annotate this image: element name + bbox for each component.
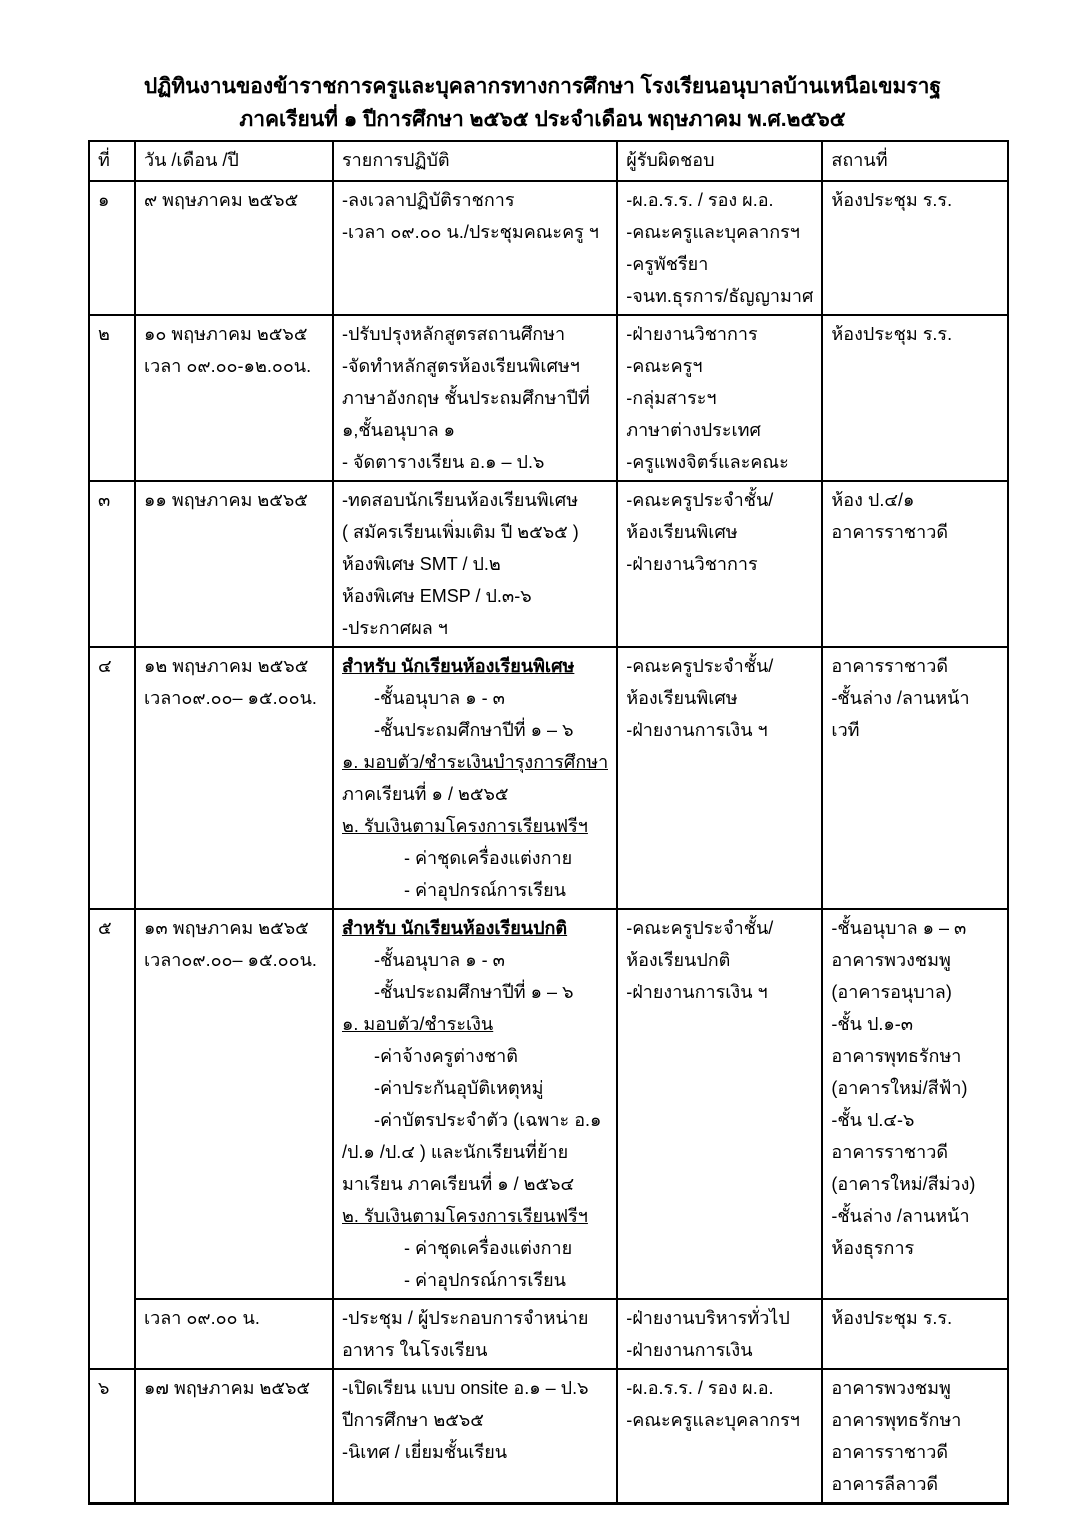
place-line: อาคารราชาวดี [831, 1442, 949, 1462]
responsible-cell [617, 481, 822, 647]
activity-line: -ชั้นประถมศึกษาปีที่ ๑ – ๖ [374, 982, 574, 1002]
date-line: เวลา ๐๙.๐๐ น. [144, 1308, 260, 1328]
activity-line: ภาษาอังกฤษ ชั้นประถมศึกษาปีที่ [342, 388, 590, 408]
place-line: -ชั้น ป.๔-๖ [831, 1110, 915, 1130]
activity-line: -ชั้นประถมศึกษาปีที่ ๑ – ๖ [374, 720, 574, 740]
table-row-6 [89, 1369, 1008, 1504]
activity-line: -ชั้นอนุบาล ๑ - ๓ [374, 688, 505, 708]
responsible-line: -ฝ่ายงานการเงิน ฯ [626, 982, 768, 1002]
date-cell [135, 481, 333, 647]
activity-line: ปีการศึกษา ๒๕๖๕ [342, 1410, 484, 1430]
place-line: อาคารพวงชมพู [831, 950, 951, 970]
document-title-line1: ปฏิทินงานของข้าราชการครูและบุคลากรทางการศึกษา โรงเรียนอนุบาลบ้านเหนือเขมราฐ [143, 75, 942, 98]
place-line: ห้องประชุม ร.ร. [831, 324, 953, 344]
activity-numbered-item: ๑. มอบตัว/ชำระเงิน [342, 1014, 494, 1034]
place-line: ห้องธุรการ [831, 1238, 915, 1258]
date-line: ๑๑ พฤษภาคม ๒๕๖๕ [144, 490, 308, 510]
activity-line: -ลงเวลาปฏิบัติราชการ [342, 190, 515, 210]
no-cell: ๕ [89, 909, 135, 1369]
table-row-5 [89, 909, 1008, 1299]
place-line: ห้องประชุม ร.ร. [831, 190, 953, 210]
place-line: อาคารพุทธรักษา [831, 1410, 962, 1430]
no-cell: ๒ [89, 315, 135, 481]
responsible-line: -คณะครูฯ [626, 356, 703, 376]
responsible-line: -ฝ่ายงานวิชาการ [626, 324, 758, 344]
responsible-line: -คณะครูและบุคลากรฯ [626, 1410, 800, 1430]
activity-line: -ประกาศผล ฯ [342, 618, 448, 638]
activity-cell [333, 315, 617, 481]
date-line: ๑๓ พฤษภาคม ๒๕๖๕ [144, 918, 309, 938]
table-row-2 [89, 315, 1008, 481]
activity-cell [333, 1299, 617, 1369]
activity-line: -เวลา ๐๙.๐๐ น./ประชุมคณะครู ฯ [342, 222, 599, 242]
responsible-line: -ฝ่ายงานวิชาการ [626, 554, 758, 574]
place-line: -ชั้นล่าง /ลานหน้า [831, 688, 970, 708]
activity-line: อาหาร ในโรงเรียน [342, 1340, 488, 1360]
responsible-line: -ครูพัชรียา [626, 254, 709, 274]
date-cell [135, 1299, 333, 1369]
responsible-line: -คณะครูประจำชั้น/ [626, 918, 774, 938]
table-row-5-continued [89, 1299, 1008, 1369]
activity-line: -ปรับปรุงหลักสูตรสถานศึกษา [342, 324, 566, 344]
date-cell [135, 909, 333, 1299]
no-cell: ๑ [89, 181, 135, 315]
responsible-line: -จนท.ธุรการ/ธัญญามาศ [626, 286, 814, 306]
header-activity: รายการปฏิบัติ [333, 141, 617, 181]
place-line: อาคารลีลาวดี [831, 1474, 939, 1494]
date-line: ๑๗ พฤษภาคม ๒๕๖๕ [144, 1378, 311, 1398]
date-line: เวลา๐๙.๐๐– ๑๕.๐๐น. [144, 950, 317, 970]
activity-line: มาเรียน ภาคเรียนที่ ๑ / ๒๕๖๔ [342, 1174, 575, 1194]
place-cell [822, 181, 1008, 315]
date-cell [135, 1369, 333, 1504]
activity-section-header: สำหรับ นักเรียนห้องเรียนปกติ [342, 918, 568, 938]
header-place: สถานที่ [822, 141, 1008, 181]
table-row-1 [89, 181, 1008, 315]
date-cell [135, 315, 333, 481]
activity-line: ห้องพิเศษ EMSP / ป.๓-๖ [342, 586, 532, 606]
date-line: ๑๒ พฤษภาคม ๒๕๖๕ [144, 656, 309, 676]
responsible-cell [617, 315, 822, 481]
header-date: วัน /เดือน /ปี [135, 141, 333, 181]
header-responsible: ผู้รับผิดชอบ [617, 141, 822, 181]
place-line: (อาคารใหม่/สีม่วง) [831, 1174, 976, 1194]
place-cell [822, 315, 1008, 481]
responsible-line: -กลุ่มสาระฯ [626, 388, 717, 408]
place-cell [822, 1369, 1008, 1504]
date-cell [135, 181, 333, 315]
place-line: ห้อง ป.๔/๑ [831, 490, 915, 510]
place-line: อาคารราชาวดี [831, 522, 949, 542]
place-cell [822, 481, 1008, 647]
place-line: อาคารราชาวดี [831, 1142, 949, 1162]
activity-cell [333, 481, 617, 647]
table-row-4 [89, 647, 1008, 909]
responsible-line: -ฝ่ายงานการเงิน ฯ [626, 720, 768, 740]
activity-line: /ป.๑ /ป.๔ ) และนักเรียนที่ย้าย [342, 1142, 569, 1162]
responsible-cell [617, 909, 822, 1299]
activity-cell [333, 181, 617, 315]
date-line: ๑๐ พฤษภาคม ๒๕๖๕ [144, 324, 308, 344]
schedule-table [88, 140, 1009, 1505]
place-line: เวที [831, 720, 860, 740]
responsible-line: ห้องเรียนพิเศษ [626, 522, 738, 542]
responsible-cell [617, 1369, 822, 1504]
place-line: อาคารราชาวดี [831, 656, 949, 676]
responsible-line: ห้องเรียนปกติ [626, 950, 731, 970]
responsible-line: -ผ.อ.ร.ร. / รอง ผ.อ. [626, 190, 774, 210]
responsible-line: ภาษาต่างประเทศ [626, 420, 761, 440]
activity-cell [333, 909, 617, 1299]
activity-line: ภาคเรียนที่ ๑ / ๒๕๖๕ [342, 784, 509, 804]
activity-line: -ค่าบัตรประจำตัว (เฉพาะ อ.๑ [374, 1110, 602, 1130]
activity-line: -เปิดเรียน แบบ onsite อ.๑ – ป.๖ [342, 1378, 589, 1398]
activity-line: - ค่าชุดเครื่องแต่งกาย [404, 1238, 573, 1258]
table-row-3 [89, 481, 1008, 647]
responsible-line: ห้องเรียนพิเศษ [626, 688, 738, 708]
activity-line: - ค่าอุปกรณ์การเรียน [404, 880, 566, 900]
responsible-line: -ครูแพงจิตร์และคณะ [626, 452, 789, 472]
place-line: -ชั้น ป.๑-๓ [831, 1014, 914, 1034]
activity-line: - ค่าอุปกรณ์การเรียน [404, 1270, 566, 1290]
responsible-line: -ฝ่ายงานการเงิน [626, 1340, 753, 1360]
activity-line: -ชั้นอนุบาล ๑ - ๓ [374, 950, 505, 970]
place-line: อาคารพุทธรักษา [831, 1046, 962, 1066]
activity-line: -ค่าจ้างครูต่างชาติ [374, 1046, 518, 1066]
date-line: เวลา ๐๙.๐๐-๑๒.๐๐น. [144, 356, 312, 376]
responsible-line: -คณะครูประจำชั้น/ [626, 656, 774, 676]
table-header-row [89, 141, 1008, 181]
place-cell [822, 1299, 1008, 1369]
header-no: ที่ [89, 141, 135, 181]
activity-line: ( สมัครเรียนเพิ่มเติม ปี ๒๕๖๕ ) [342, 522, 579, 542]
place-cell [822, 647, 1008, 909]
place-line: -ชั้นล่าง /ลานหน้า [831, 1206, 970, 1226]
responsible-cell [617, 647, 822, 909]
place-line: -ชั้นอนุบาล ๑ – ๓ [831, 918, 967, 938]
responsible-line: -คณะครูประจำชั้น/ [626, 490, 774, 510]
date-cell [135, 647, 333, 909]
activity-cell [333, 1369, 617, 1504]
responsible-cell [617, 1299, 822, 1369]
activity-numbered-item: ๒. รับเงินตามโครงการเรียนฟรีฯ [342, 1206, 588, 1226]
place-cell [822, 909, 1008, 1299]
responsible-cell [617, 181, 822, 315]
activity-line: -จัดทำหลักสูตรห้องเรียนพิเศษฯ [342, 356, 580, 376]
activity-line: ห้องพิเศษ SMT / ป.๒ [342, 554, 501, 574]
activity-section-header: สำหรับ นักเรียนห้องเรียนพิเศษ [342, 656, 575, 676]
activity-numbered-item: ๑. มอบตัว/ชำระเงินบำรุงการศึกษา [342, 752, 609, 772]
activity-numbered-item: ๒. รับเงินตามโครงการเรียนฟรีฯ [342, 816, 588, 836]
activity-line: -นิเทศ / เยี่ยมชั้นเรียน [342, 1442, 508, 1462]
activity-line: ๑,ชั้นอนุบาล ๑ [342, 420, 456, 440]
activity-line: - จัดตารางเรียน อ.๑ – ป.๖ [342, 452, 545, 472]
responsible-line: -คณะครูและบุคลากรฯ [626, 222, 800, 242]
date-line: ๙ พฤษภาคม ๒๕๖๕ [144, 190, 299, 210]
activity-line: -ค่าประกันอุบัติเหตุหมู่ [374, 1078, 544, 1098]
document-title [88, 70, 997, 136]
activity-cell [333, 647, 617, 909]
date-line: เวลา๐๙.๐๐– ๑๕.๐๐น. [144, 688, 317, 708]
no-cell: ๓ [89, 481, 135, 647]
document-title-line2: ภาคเรียนที่ ๑ ปีการศึกษา ๒๕๖๕ ประจำเดือน พฤษภาคม พ.ศ.๒๕๖๕ [239, 108, 846, 131]
activity-line: - ค่าชุดเครื่องแต่งกาย [404, 848, 573, 868]
no-cell: ๖ [89, 1369, 135, 1504]
place-line: อาคารพวงชมพู [831, 1378, 951, 1398]
activity-line: -ทดสอบนักเรียนห้องเรียนพิเศษ [342, 490, 579, 510]
activity-line: -ประชุม / ผู้ประกอบการจำหน่าย [342, 1308, 589, 1328]
responsible-line: -ฝ่ายงานบริหารทั่วไป [626, 1308, 790, 1328]
responsible-line: -ผ.อ.ร.ร. / รอง ผ.อ. [626, 1378, 774, 1398]
place-line: (อาคารอนุบาล) [831, 982, 952, 1002]
place-line: (อาคารใหม่/สีฟ้า) [831, 1078, 968, 1098]
place-line: ห้องประชุม ร.ร. [831, 1308, 953, 1328]
no-cell: ๔ [89, 647, 135, 909]
